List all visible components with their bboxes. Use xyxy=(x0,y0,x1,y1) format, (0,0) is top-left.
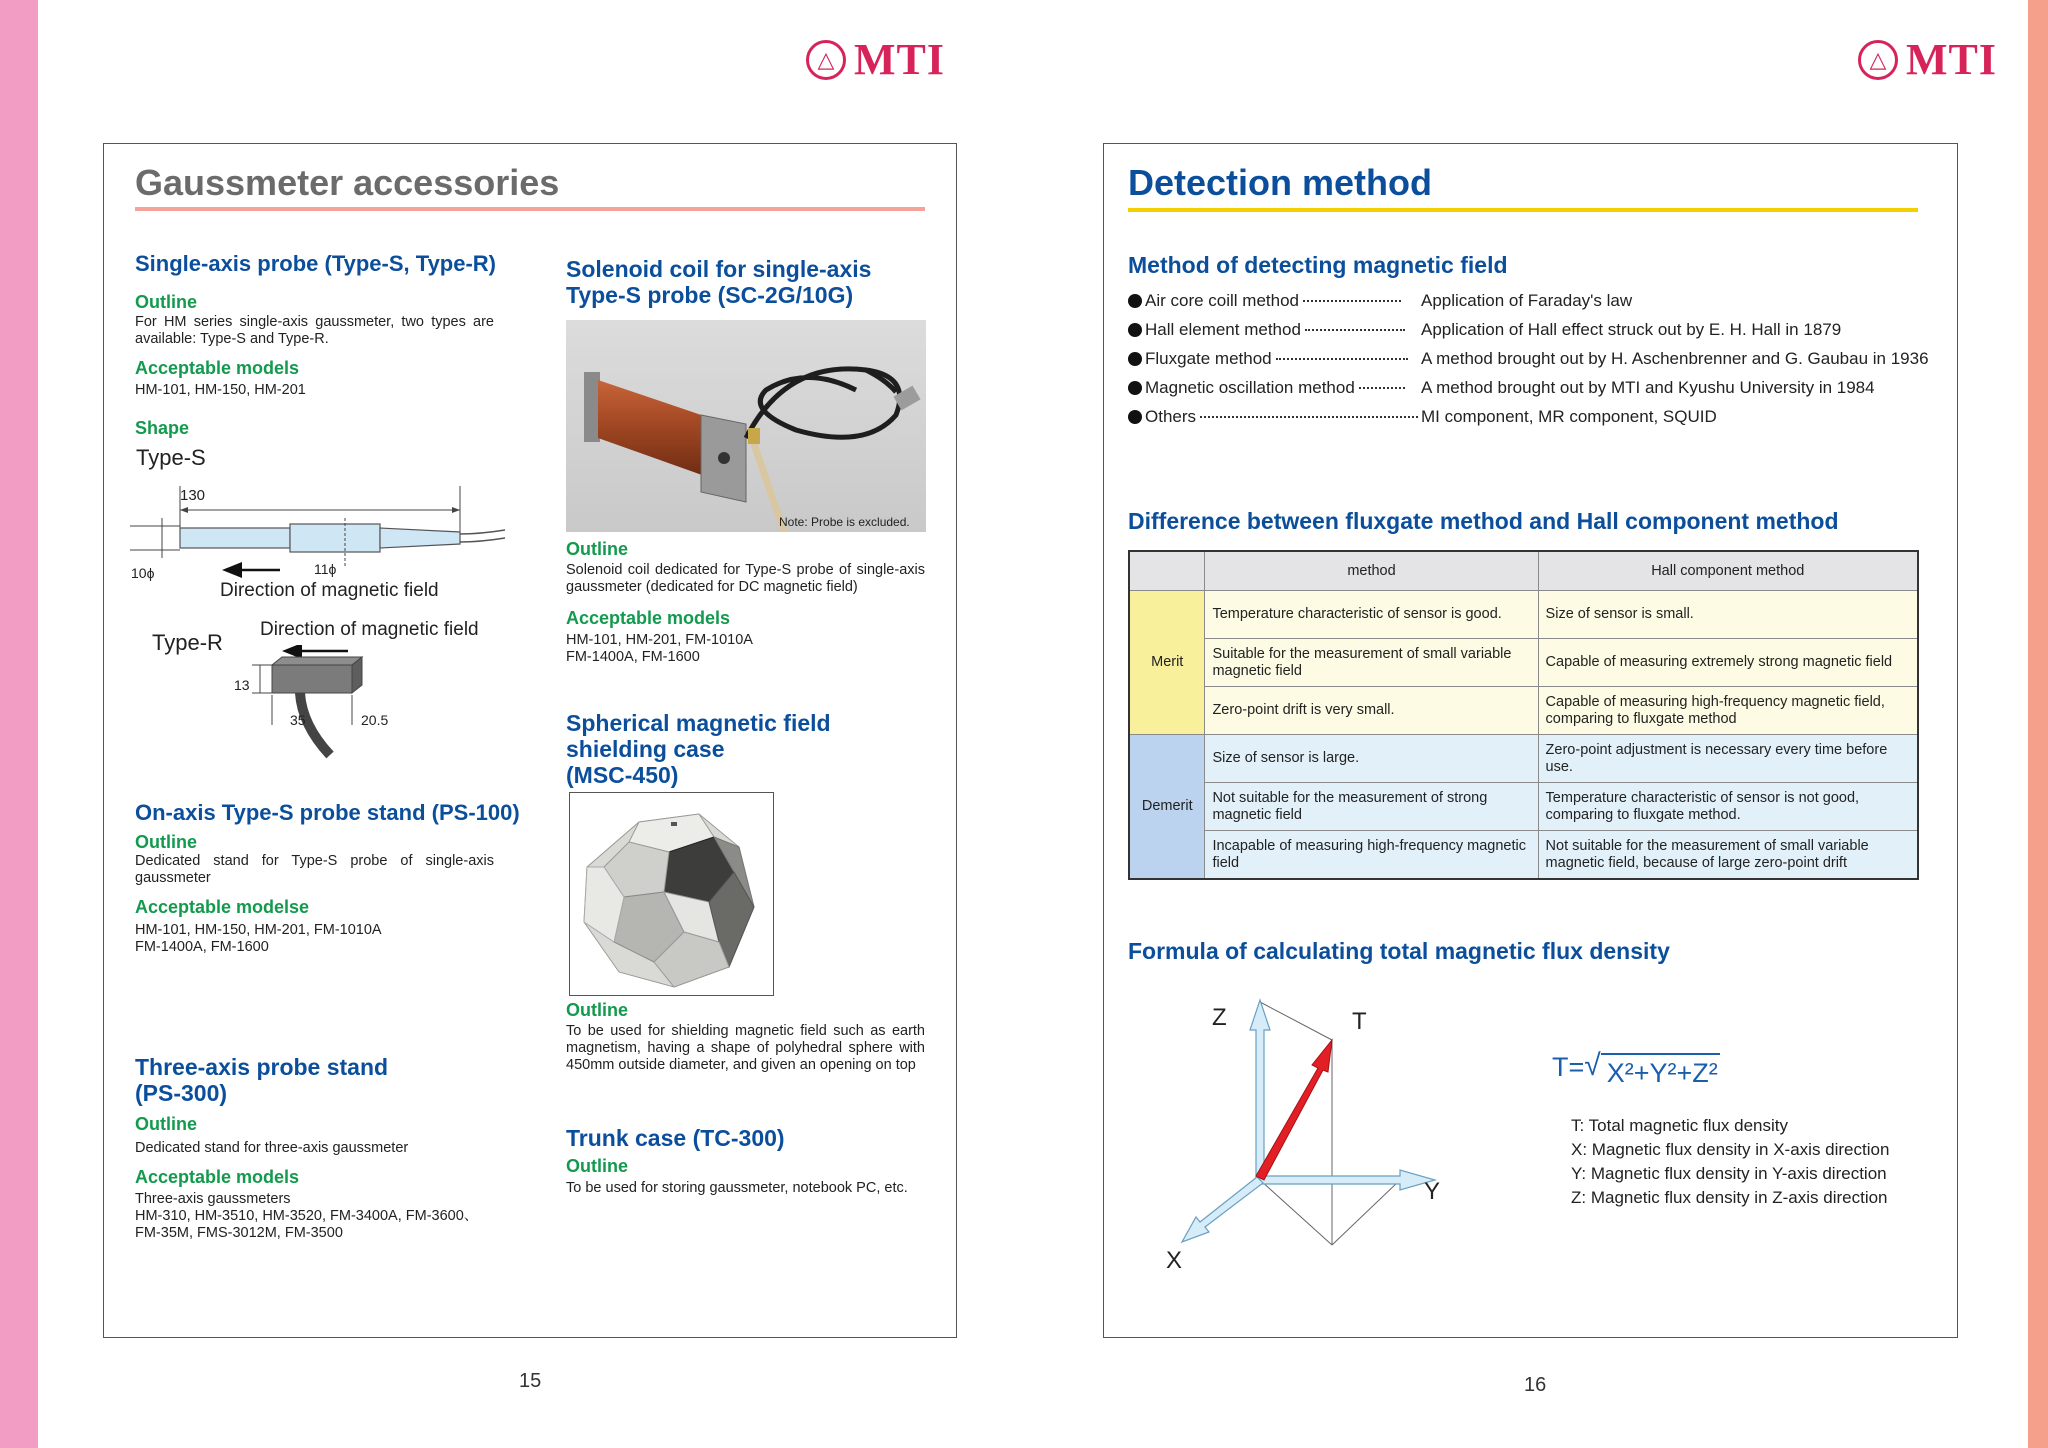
mti-logo-right xyxy=(1858,34,1997,85)
method-description: MI component, MR component, SQUID xyxy=(1421,407,1717,426)
models-text: HM-101, HM-150, HM-201, FM-1010A xyxy=(135,922,382,938)
table-cell: Temperature characteristic of sensor is not good, comparing to fluxgate method. xyxy=(1538,783,1918,831)
legend-z: Z: Magnetic flux density in Z-axis direction xyxy=(1571,1188,1888,1207)
bullet-icon xyxy=(1128,352,1142,366)
models-label: Acceptable models xyxy=(135,1167,300,1187)
sqrt-icon: √ xyxy=(1584,1049,1601,1082)
spherical-heading-line2: shielding case xyxy=(566,736,725,762)
outline-label: Outline xyxy=(135,1114,197,1134)
type-s-label: Type-S xyxy=(136,445,206,470)
flux-formula xyxy=(1552,1049,1720,1089)
table-row xyxy=(1129,639,1918,687)
mti-logo-left xyxy=(806,34,945,85)
dim-13: 13 xyxy=(234,677,250,693)
table-cell: Zero-point drift is very small. xyxy=(1205,687,1538,735)
bullet-icon xyxy=(1128,323,1142,337)
table-cell: Capable of measuring extremely strong magnetic field xyxy=(1538,639,1918,687)
trunk-heading: Trunk case (TC-300) xyxy=(566,1125,785,1151)
on-axis-heading: On-axis Type-S probe stand (PS-100) xyxy=(135,800,520,825)
mti-emblem-icon: △ xyxy=(1858,40,1898,80)
page-number: 15 xyxy=(519,1370,542,1392)
single-axis-heading: Single-axis probe (Type-S, Type-R) xyxy=(135,251,497,276)
spherical-heading-line1: Spherical magnetic field xyxy=(566,710,831,736)
dim-20-5: 20.5 xyxy=(361,712,389,728)
solenoid-heading-line1: Solenoid coil for single-axis xyxy=(566,256,872,282)
left-edge-band xyxy=(0,0,38,1448)
models-text: HM-101, HM-150, HM-201 xyxy=(135,382,306,398)
outline-text: To be used for shielding magnetic field such as earth magnetism, having a shape of polyhedral sphere with 450mm outside diameter, and given an opening on top xyxy=(566,1023,925,1073)
bullet-icon xyxy=(1128,410,1142,424)
methods-heading: Method of detecting magnetic field xyxy=(1128,252,1508,278)
table-cell: Capable of measuring high-frequency magnetic field, comparing to fluxgate method xyxy=(1538,687,1918,735)
direction-label-r: Direction of magnetic field xyxy=(260,619,479,640)
solenoid-coil-photo xyxy=(566,320,926,532)
axis-vector-diagram xyxy=(1160,990,1490,1280)
table-cell: Not suitable for the measurement of small variable magnetic field, because of large zero-point drift xyxy=(1538,831,1918,880)
spherical-heading-line3: (MSC-450) xyxy=(566,762,679,788)
method-name: Magnetic oscillation method xyxy=(1145,378,1355,397)
legend-t: T: Total magnetic flux density xyxy=(1571,1116,1789,1135)
method-row xyxy=(1128,376,1928,400)
leader-dots xyxy=(1305,329,1405,331)
bullet-icon xyxy=(1128,294,1142,308)
models-text: Three-axis gaussmeters xyxy=(135,1191,291,1207)
page-number: 16 xyxy=(1524,1374,1547,1396)
method-description: Application of Hall effect struck out by E. H. Hall in 1879 xyxy=(1421,320,1842,339)
table-cell: Not suitable for the measurement of strong magnetic field xyxy=(1205,783,1538,831)
mti-emblem-icon: △ xyxy=(806,40,846,80)
logo-text: MTI xyxy=(854,35,945,84)
axis-label-z: Z xyxy=(1212,1004,1227,1031)
dim-10: 10ϕ xyxy=(131,565,155,581)
shape-label: Shape xyxy=(135,418,190,438)
title-rule xyxy=(1128,208,1918,212)
leader-dots xyxy=(1303,300,1401,302)
method-row xyxy=(1128,405,1928,429)
outline-text: Dedicated stand for Type-S probe of single-axis gaussmeter xyxy=(135,853,494,886)
method-description: A method brought out by MTI and Kyushu University in 1984 xyxy=(1421,378,1875,397)
leader-dots xyxy=(1359,387,1405,389)
method-name: Others xyxy=(1145,407,1197,426)
page-title: Detection method xyxy=(1128,162,1433,203)
outline-text: To be used for storing gaussmeter, notebook PC, etc. xyxy=(566,1180,908,1196)
difference-heading: Difference between fluxgate method and Hall component method xyxy=(1128,508,1839,534)
formula-lhs: T= xyxy=(1552,1052,1585,1082)
table-cell: Size of sensor is small. xyxy=(1538,591,1918,639)
method-description: Application of Faraday's law xyxy=(1421,291,1633,310)
comparison-table xyxy=(1128,550,1919,880)
outline-label: Outline xyxy=(566,1000,628,1020)
models-text: FM-1400A, FM-1600 xyxy=(135,939,269,955)
outline-label: Outline xyxy=(566,1156,628,1176)
method-name: Hall element method xyxy=(1145,320,1301,339)
dim-35: 35 xyxy=(290,712,306,728)
type-r-label: Type-R xyxy=(152,630,223,655)
method-name: Air core coill method xyxy=(1145,291,1300,310)
merit-label: Merit xyxy=(1129,591,1205,735)
method-description: A method brought out by H. Aschenbrenner and G. Gaubau in 1936 xyxy=(1421,349,1929,368)
bullet-icon xyxy=(1128,381,1142,395)
table-header-cell: Hall component method xyxy=(1538,551,1918,591)
solenoid-heading-line2: Type-S probe (SC-2G/10G) xyxy=(566,282,854,308)
table-row xyxy=(1129,687,1918,735)
legend-x: X: Magnetic flux density in X-axis direction xyxy=(1571,1140,1890,1159)
three-axis-heading-line2: (PS-300) xyxy=(135,1080,228,1106)
models-text: FM-1400A, FM-1600 xyxy=(566,649,700,665)
outline-label: Outline xyxy=(566,539,628,559)
method-row xyxy=(1128,318,1928,342)
demerit-label: Demerit xyxy=(1129,735,1205,880)
logo-text: MTI xyxy=(1906,35,1997,84)
axis-label-x: X xyxy=(1166,1247,1183,1274)
models-label: Acceptable models xyxy=(135,358,300,378)
table-cell: Zero-point adjustment is necessary every time before use. xyxy=(1538,735,1918,783)
outline-text: For HM series single-axis gaussmeter, two types are available: Type-S and Type-R. xyxy=(135,314,494,347)
axis-label-y: Y xyxy=(1424,1178,1441,1205)
table-cell: Temperature characteristic of sensor is good. xyxy=(1205,591,1538,639)
method-row xyxy=(1128,289,1928,313)
leader-dots xyxy=(1276,358,1408,360)
direction-label-s: Direction of magnetic field xyxy=(220,580,439,601)
page-title: Gaussmeter accessories xyxy=(135,162,560,203)
type-r-probe-drawing xyxy=(230,645,390,760)
table-header-cell: method xyxy=(1205,551,1538,591)
method-row xyxy=(1128,347,1928,371)
table-cell: Suitable for the measurement of small variable magnetic field xyxy=(1205,639,1538,687)
axis-label-t: T xyxy=(1352,1008,1367,1035)
legend-y: Y: Magnetic flux density in Y-axis direction xyxy=(1571,1164,1887,1183)
formula-heading: Formula of calculating total magnetic flux density xyxy=(1128,938,1670,964)
title-rule xyxy=(135,207,925,211)
models-text: HM-101, HM-201, FM-1010A xyxy=(566,632,753,648)
right-edge-band xyxy=(2028,0,2048,1448)
leader-dots xyxy=(1200,416,1418,418)
formula-radicand: X²+Y²+Z² xyxy=(1601,1053,1720,1089)
three-axis-heading-line1: Three-axis probe stand xyxy=(135,1054,389,1080)
table-row xyxy=(1129,735,1918,783)
shielding-case-photo xyxy=(569,792,774,996)
table-cell: Size of sensor is large. xyxy=(1205,735,1538,783)
table-row xyxy=(1129,783,1918,831)
table-header-cell xyxy=(1129,551,1205,591)
models-text: HM-310, HM-3510, HM-3520, FM-3400A, FM-3600、 xyxy=(135,1208,479,1224)
dim-130: 130 xyxy=(180,487,206,504)
table-row xyxy=(1129,831,1918,880)
table-row xyxy=(1129,591,1918,639)
models-label: Acceptable modelse xyxy=(135,897,310,917)
outline-label: Outline xyxy=(135,832,197,852)
table-cell: Incapable of measuring high-frequency magnetic field xyxy=(1205,831,1538,880)
method-name: Fluxgate method xyxy=(1145,349,1272,368)
models-text: FM-35M, FMS-3012M, FM-3500 xyxy=(135,1225,343,1241)
outline-text: Solenoid coil dedicated for Type-S probe of single-axis gaussmeter (dedicated for DC magnetic field) xyxy=(566,562,925,595)
outline-label: Outline xyxy=(135,292,197,312)
models-label: Acceptable models xyxy=(566,608,731,628)
photo-note: Note: Probe is excluded. xyxy=(779,515,910,529)
outline-text: Dedicated stand for three-axis gaussmeter xyxy=(135,1140,409,1156)
dim-11: 11ϕ xyxy=(314,561,337,577)
